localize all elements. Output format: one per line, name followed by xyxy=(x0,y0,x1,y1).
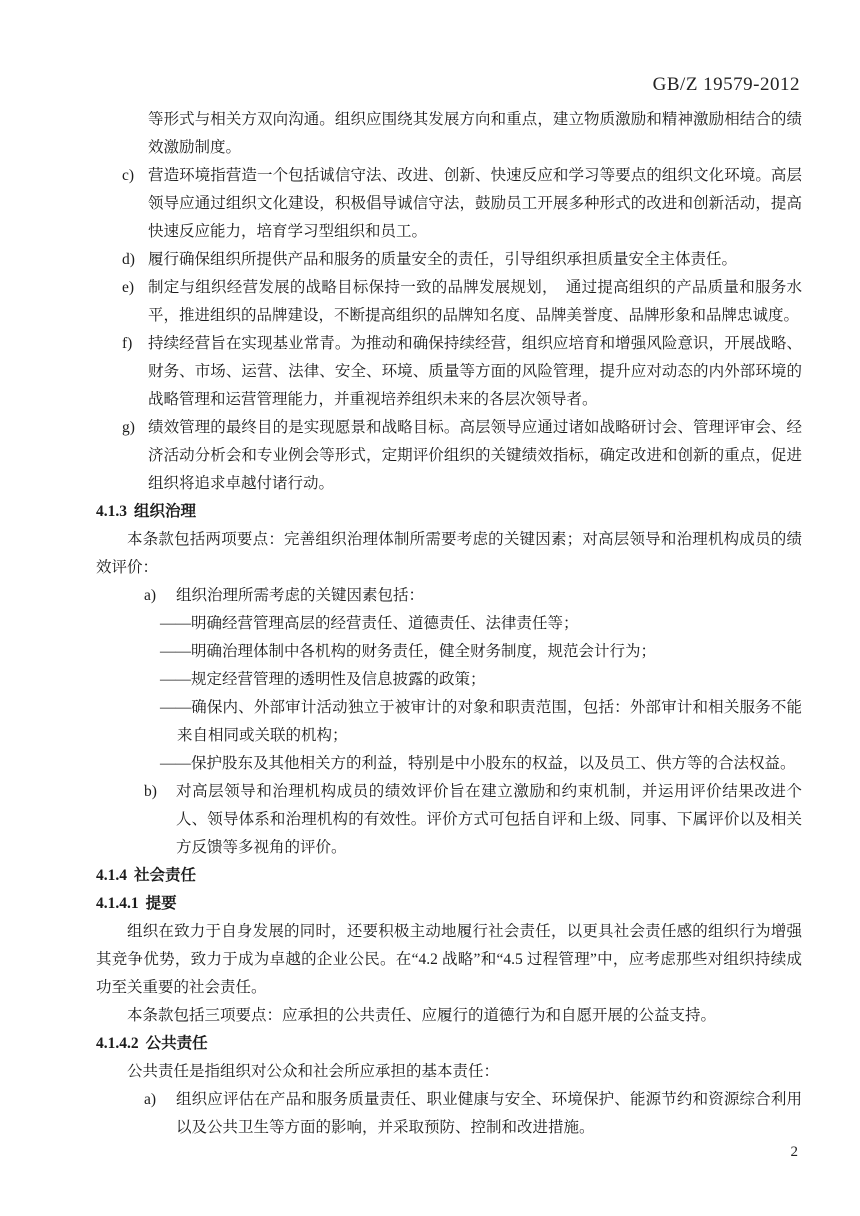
list-item-g xyxy=(96,414,802,498)
section-title: 公共责任 xyxy=(145,1035,208,1052)
dash-item-1: ——明确经营管理高层的经营责任、道德责任、法律责任等； xyxy=(160,615,579,632)
continuation-paragraph: 等形式与相关方双向沟通。组织应围绕其发展方向和重点，建立物质激励和精神激励相结合的绩效激励制度。 xyxy=(148,111,802,156)
list-item-text: 制定与组织经营发展的战略目标保持一致的品牌发展规划， 通过提高组织的产品质量和服务水平，推进组织的品牌建设，不断提高组织的品牌知名度、品牌美誉度、品牌形象和品牌忠诚度。 xyxy=(148,279,802,324)
list-item-text: 对高层领导和治理机构成员的绩效评价旨在建立激励和约束机制，并运用评价结果改进个人、领导体系和治理机构的有效性。评价方式可包括自评和上级、同事、下属评价以及相关方反馈等多视角的评价。 xyxy=(176,783,802,856)
list-marker-d: d) xyxy=(122,251,135,268)
list-marker-a: a) xyxy=(144,587,157,604)
list-item-c xyxy=(96,162,802,246)
list-marker-c: c) xyxy=(122,167,135,184)
list-item-text: 营造环境指营造一个包括诚信守法、改进、创新、快速反应和学习等要点的组织文化环境。高层领导应通过组织文化建设，积极倡导诚信守法，鼓励员工开展多种形式的改进和创新活动，提高快速反应能力，培育学习型组织和员工。 xyxy=(148,167,802,240)
section-heading-4-1-3 xyxy=(96,498,802,526)
list-item-text: 持续经营旨在实现基业常青。为推动和确保持续经营，组织应培育和增强风险意识，开展战略、财务、市场、运营、法律、安全、环境、质量等方面的风险管理，提升应对动态的内外部环境的战略管理和运营管理能力，并重视培养组织未来的各层次领导者。 xyxy=(148,335,802,408)
section-4-1-4-2-paragraph-1: 公共责任是指组织对公众和社会所应承担的基本责任： xyxy=(127,1063,500,1080)
section-4-1-4-1-paragraph-1: 组织在致力于自身发展的同时，还要积极主动地履行社会责任，以更具社会责任感的组织行为增强其竞争优势，致力于成为卓越的企业公民。在“4.2 战略”和“4.5 过程管理”中，应考虑那些对组织持续成功至关重要的社会责任。 xyxy=(96,923,802,996)
list-item-text: 组织治理所需考虑的关键因素包括： xyxy=(176,587,425,604)
list-item-e xyxy=(96,274,802,330)
list-marker-g: g) xyxy=(122,419,135,436)
section-number: 4.1.4.1 xyxy=(96,895,139,912)
doc-code-header: GB/Z 19579-2012 xyxy=(652,74,800,95)
section-4-1-3-intro: 本条款包括两项要点：完善组织治理体制所需要考虑的关键因素；对高层领导和治理机构成员的绩效评价： xyxy=(96,531,802,576)
section-heading-4-1-4-2 xyxy=(96,1030,802,1058)
dash-item-5: ——保护股东及其他相关方的利益，特别是中小股东的权益，以及员工、供方等的合法权益。 xyxy=(160,755,796,772)
list-marker-e: e) xyxy=(122,279,135,296)
list-item-d xyxy=(96,246,802,274)
dash-item-2: ——明确治理体制中各机构的财务责任，健全财务制度，规范会计行为； xyxy=(160,643,657,660)
list-item-text: 履行确保组织所提供产品和服务的质量安全的责任，引导组织承担质量安全主体责任。 xyxy=(148,251,738,268)
list-marker-f: f) xyxy=(122,335,133,352)
list-item-b-governance xyxy=(96,778,802,862)
list-item-a-public xyxy=(96,1086,802,1142)
list-item-text: 组织应评估在产品和服务质量责任、职业健康与安全、环境保护、能源节约和资源综合利用以及公共卫生等方面的影响，并采取预防、控制和改进措施。 xyxy=(176,1091,802,1136)
dash-item-3: ——规定经营管理的透明性及信息披露的政策； xyxy=(160,671,486,688)
list-item-text: 绩效管理的最终目的是实现愿景和战略目标。高层领导应通过诸如战略研讨会、管理评审会、经济活动分析会和专业例会等形式，定期评价组织的关键绩效指标，确定改进和创新的重点，促进组织将追求卓越付诸行动。 xyxy=(148,419,802,492)
section-number: 4.1.4.2 xyxy=(96,1035,139,1052)
section-number: 4.1.3 xyxy=(96,503,127,520)
section-title: 社会责任 xyxy=(134,867,197,884)
section-4-1-4-1-paragraph-2: 本条款包括三项要点：应承担的公共责任、应履行的道德行为和自愿开展的公益支持。 xyxy=(127,1007,717,1024)
document-body xyxy=(96,106,802,1142)
section-number: 4.1.4 xyxy=(96,867,127,884)
list-item-a-governance xyxy=(96,582,802,610)
list-marker-b: b) xyxy=(144,783,157,800)
section-title: 组织治理 xyxy=(134,503,197,520)
list-marker-a: a) xyxy=(144,1091,157,1108)
page-number: 2 xyxy=(790,1144,798,1160)
list-item-f xyxy=(96,330,802,414)
dash-item-4: ——确保内、外部审计活动独立于被审计的对象和职责范围，包括：外部审计和相关服务不能来自相同或关联的机构； xyxy=(160,699,802,744)
section-title: 提要 xyxy=(145,895,177,912)
section-heading-4-1-4 xyxy=(96,862,802,890)
section-heading-4-1-4-1 xyxy=(96,890,802,918)
